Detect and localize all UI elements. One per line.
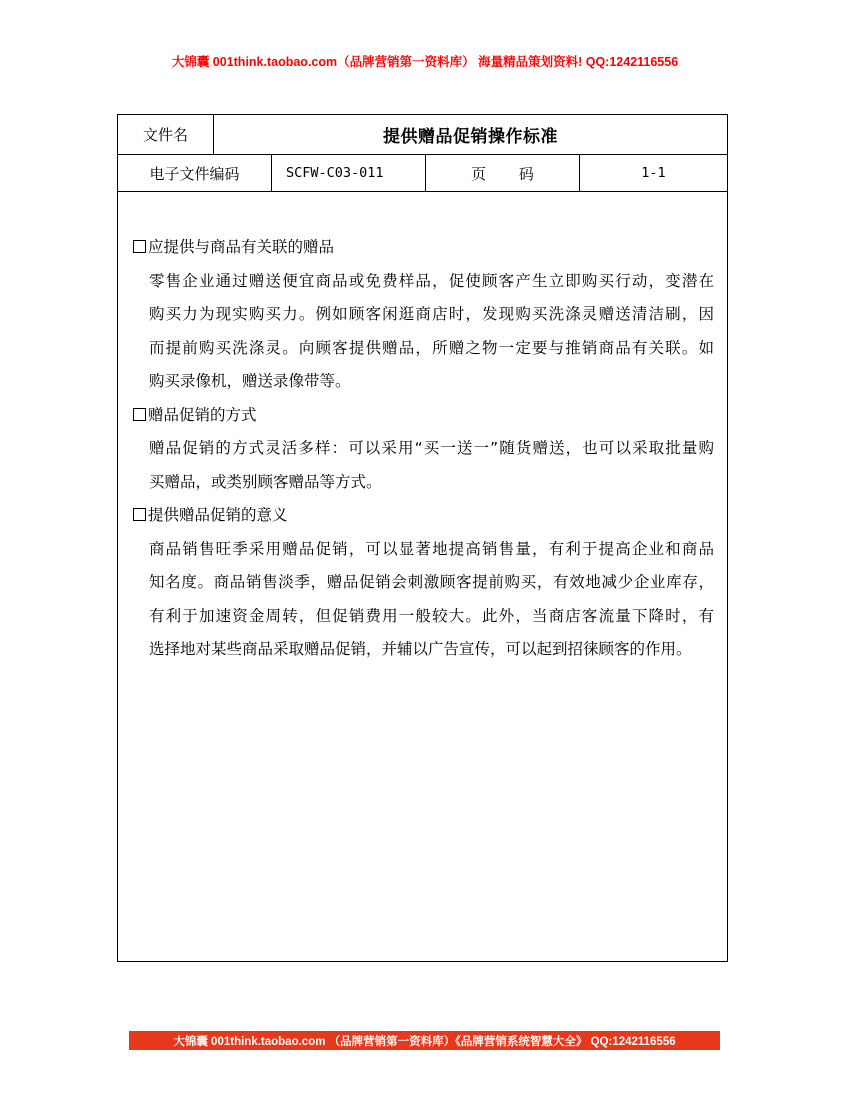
section-paragraph xyxy=(117,432,714,499)
section-related-gifts xyxy=(117,231,717,399)
doc-code-label: 电子文件编码 xyxy=(118,155,272,191)
section-gift-significance xyxy=(117,499,717,667)
paragraph-line: 商品销售旺季采用赠品促销，可以显著地提高销售量，有利于提高企业和商品 xyxy=(149,539,714,558)
doc-name-label: 文件名 xyxy=(118,115,214,154)
section-heading xyxy=(117,499,717,533)
paragraph-line: 而提前购买洗涤灵。向顾客提供赠品，所赠之物一定要与推销商品有关联。如 xyxy=(149,338,714,357)
doc-meta-row xyxy=(118,155,727,192)
paragraph-line: 购买力为现实购买力。例如顾客闲逛商店时，发现购买洗涤灵赠送清洁刷，因 xyxy=(149,305,714,323)
doc-name-row xyxy=(118,115,727,155)
section-heading xyxy=(117,399,717,433)
section-heading-text: 提供赠品促销的意义 xyxy=(148,506,288,524)
doc-code-value: SCFW-C03-011 xyxy=(272,155,426,191)
checkbox-icon xyxy=(133,408,146,421)
paragraph-line: 零售企业通过赠送便宜商品或免费样品，促使顾客产生立即购买行动，变潜在 xyxy=(149,271,714,290)
paragraph-line: 选择地对某些商品采取赠品促销，并辅以广告宣传，可以起到招徕顾客的作用。 xyxy=(149,640,692,658)
paragraph-line: 购买录像机，赠送录像带等。 xyxy=(149,372,351,390)
section-heading-text: 赠品促销的方式 xyxy=(148,405,257,424)
doc-title: 提供赠品促销操作标准 xyxy=(383,127,558,147)
section-heading-text: 应提供与商品有关联的赠品 xyxy=(148,238,335,256)
section-paragraph xyxy=(117,533,714,667)
page-number-value: 1-1 xyxy=(641,165,666,181)
page-number-label: 页 码 xyxy=(426,155,580,191)
paragraph-line: 赠品促销的方式灵活多样：可以采用“买一送一”随货赠送，也可以采取批量购 xyxy=(149,439,714,457)
checkbox-icon xyxy=(133,508,146,521)
paragraph-line: 有利于加速资金周转，但促销费用一般较大。此外，当商店客流量下降时，有 xyxy=(149,606,714,625)
footer-banner: 大锦囊 001think.taobao.com （品牌营销第一资料库）《品牌营销系统智慧大全》 QQ:1242116556 xyxy=(129,1031,720,1050)
paragraph-line: 知名度。商品销售淡季，赠品促销会刺激顾客提前购买，有效地减少企业库存， xyxy=(149,573,714,591)
document-body xyxy=(117,231,717,667)
section-gift-methods xyxy=(117,399,717,500)
section-heading xyxy=(117,231,717,265)
checkbox-icon xyxy=(133,240,146,253)
section-paragraph xyxy=(117,265,714,399)
header-banner: 大锦囊 001think.taobao.com（品牌营销第一资料库） 海量精品策划资料! QQ:1242116556 xyxy=(171,55,679,69)
paragraph-line: 买赠品，或类别顾客赠品等方式。 xyxy=(149,472,382,491)
